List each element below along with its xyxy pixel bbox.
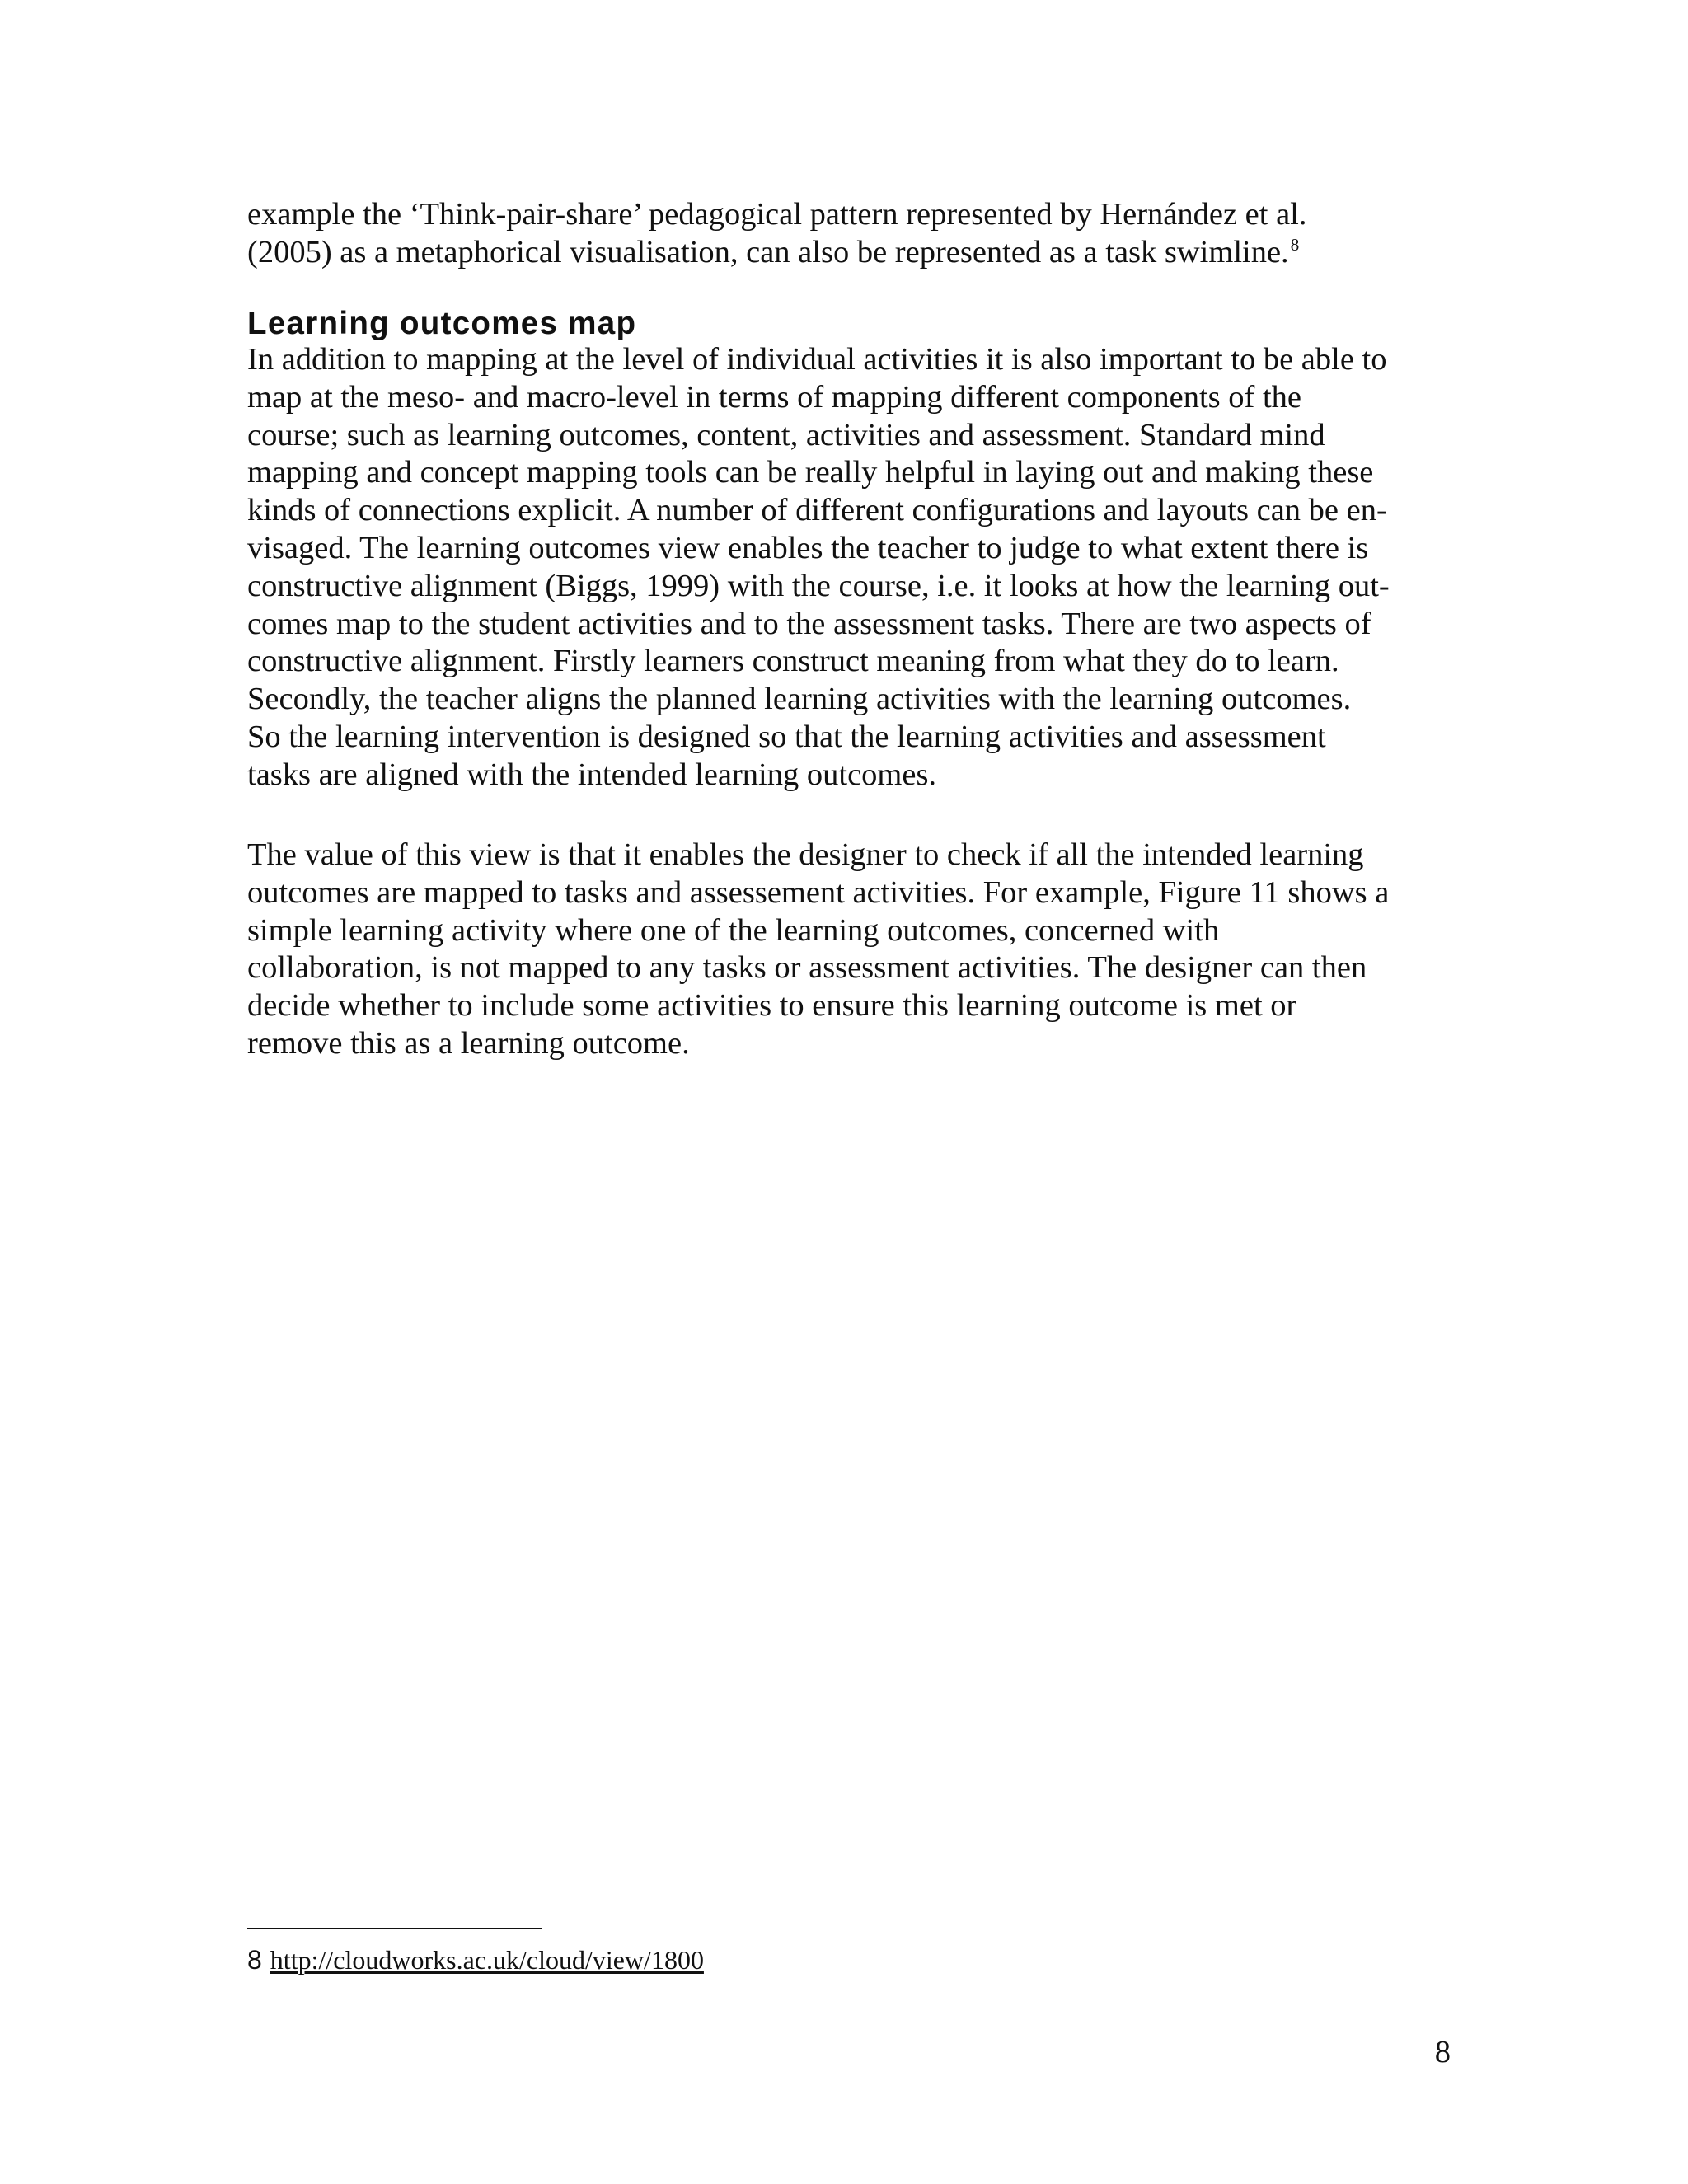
text-line: simple learning activity where one of the learning outcomes, concerned with xyxy=(247,912,1220,948)
text-line: (2005) as a metaphorical visualisation, can also be represented as a task swimline. xyxy=(247,234,1289,269)
text-line: constructive alignment (Biggs, 1999) with the course, i.e. it looks at how the learning out- xyxy=(247,568,1390,603)
footnote-link[interactable]: http://cloudworks.ac.uk/cloud/view/1800 xyxy=(270,1945,704,1975)
text-line: tasks are aligned with the intended learning outcomes. xyxy=(247,757,937,792)
paragraph-value-of-view xyxy=(247,837,1451,1063)
text-line: collaboration, is not mapped to any tasks or assessment activities. The designer can then xyxy=(247,950,1367,986)
text-line: In addition to mapping at the level of individual activities it is also important to be able to xyxy=(247,342,1387,377)
footnote-number: 8 xyxy=(247,1945,262,1975)
text-line: visaged. The learning outcomes view enables the teacher to judge to what extent there is xyxy=(247,530,1369,565)
paragraph-constructive-alignment xyxy=(247,341,1451,794)
footnote-separator xyxy=(247,1928,542,1929)
text-line: decide whether to include some activities to ensure this learning outcome is met or xyxy=(247,988,1297,1024)
footnote xyxy=(247,1942,704,1978)
text-line: example the ‘Think-pair-share’ pedagogical pattern represented by Hernández et al. xyxy=(247,197,1307,232)
text-line: kinds of connections explicit. A number of different configurations and layouts can be en- xyxy=(247,493,1387,528)
text-line: outcomes are mapped to tasks and assessement activities. For example, Figure 11 shows a xyxy=(247,874,1390,910)
text-line-with-footnote xyxy=(247,234,1451,272)
page-number: 8 xyxy=(1434,2035,1451,2069)
text-line: comes map to the student activities and to the assessment tasks. There are two aspects of xyxy=(247,606,1372,641)
text-line: course; such as learning outcomes, content, activities and assessment. Standard mind xyxy=(247,417,1325,452)
text-line: map at the meso- and macro-level in terms of mapping different components of the xyxy=(247,379,1302,415)
text-line: remove this as a learning outcome. xyxy=(247,1025,690,1061)
intro-paragraph xyxy=(247,196,1451,272)
footnote-reference[interactable]: 8 xyxy=(1290,234,1300,255)
text-line: mapping and concept mapping tools can be really helpful in laying out and making these xyxy=(247,455,1374,490)
section-heading: Learning outcomes map xyxy=(247,306,637,341)
text-line: constructive alignment. Firstly learners construct meaning from what they do to learn. xyxy=(247,644,1339,679)
text-line: Secondly, the teacher aligns the planned learning activities with the learning outcomes. xyxy=(247,682,1352,717)
text-line: The value of this view is that it enables the designer to check if all the intended learning xyxy=(247,837,1364,872)
text-line: So the learning intervention is designed so that the learning activities and assessment xyxy=(247,719,1326,754)
